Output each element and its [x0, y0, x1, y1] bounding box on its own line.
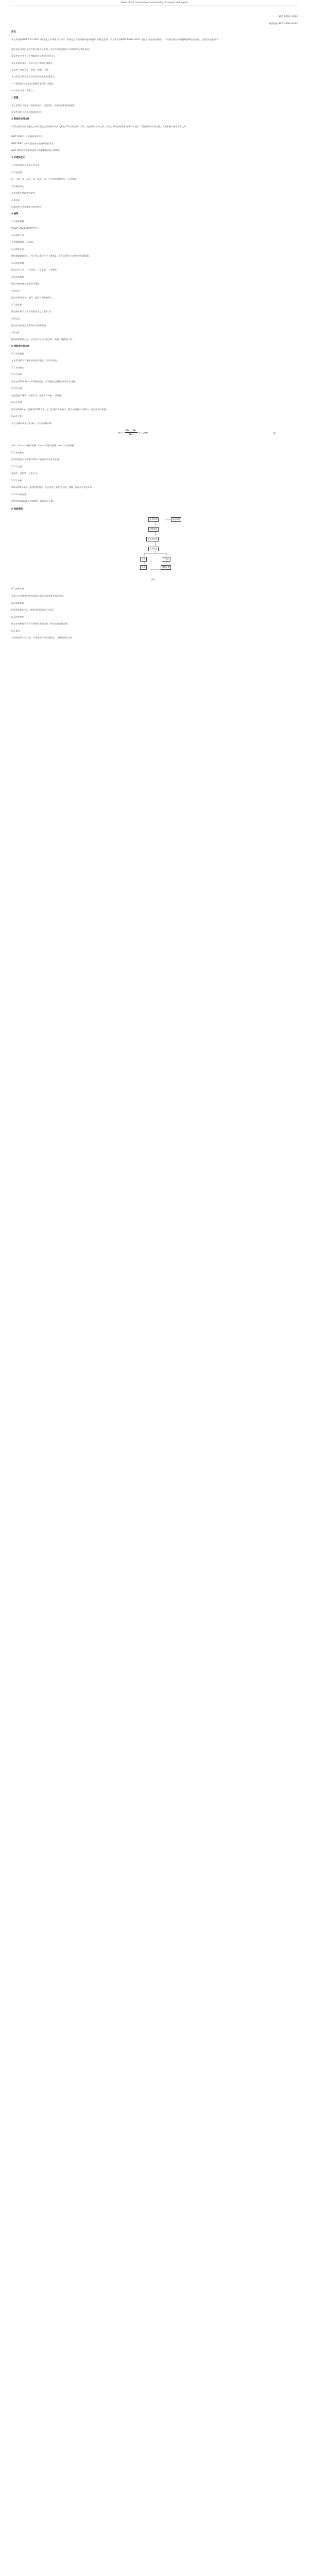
paragraph: 4.6 标识 — [11, 290, 20, 292]
flow-node-notice: 通知处置 — [161, 565, 171, 570]
paragraph: 水分含量以质量分数 w计，按公式(1)计算： — [11, 422, 54, 425]
paragraph: 由抽样单元中抽取的代表性物料。 — [11, 206, 44, 208]
paragraph: 电热恒温干燥箱、分析天平（感量0.1 mg）、干燥器。 — [11, 394, 63, 397]
section-heading: 前言 — [11, 31, 16, 33]
paragraph: 5.3.1 仪器 — [11, 465, 22, 468]
paragraph: 本文件起草单位：中华人民共和国上海海关。 — [11, 62, 55, 64]
paragraph: 4.2 抽样工具 — [11, 234, 24, 236]
section-heading: 2 规范性引用文件 — [11, 118, 30, 121]
paragraph: 试样经炭化后于(550±25) ℃高温炉中灰化至恒重。 — [11, 458, 62, 461]
paragraph: 样品分为三份：一份检验、一份复验、一份备查。 — [11, 268, 59, 271]
paragraph: 4.9 文件 — [11, 331, 20, 334]
formula-1-fraction — [125, 429, 138, 437]
paragraph: 测定结果按GB/T 8170修约，保留两位小数。 — [11, 500, 55, 502]
paragraph: 从检验批中抽取的包装件。 — [11, 192, 38, 194]
paragraph: 6.4 复验 — [11, 630, 20, 632]
paragraph: 本文件规定了进出口商品的抽样、检验项目、检验方法和检验规则。 — [11, 104, 76, 107]
paragraph: 5.3.3 结果表述 — [11, 493, 26, 496]
section-heading: 6 检验流程 — [11, 508, 23, 511]
paragraph: 5.1 外观检验 — [11, 352, 24, 355]
paragraph: 6.2 抽样检验 — [11, 602, 24, 604]
standard-code: SN/T XXXX—2023 — [278, 15, 298, 18]
paragraph: 3.3 样品 — [11, 199, 20, 201]
paragraph: 请注意本文件的某些内容可能涉及专利。本文件的发布机构不承担识别专利的责任。 — [11, 48, 91, 50]
paragraph: 同一合同、同一品名、同一规格、同一生产批次的商品为一个检验批。 — [11, 178, 78, 180]
paragraph: 3.2 抽样单元 — [11, 185, 24, 188]
flow-node-cert: 出证 — [140, 565, 147, 570]
paragraph: 5.2.2 仪器 — [11, 387, 22, 389]
paragraph: 4.1 抽样数量 — [11, 220, 24, 223]
paragraph: 试样在(105±2) ℃下干燥至恒重，以干燥前后质量差计算水分含量。 — [11, 380, 78, 383]
paragraph: 样品各项指标均符合合同或标准规定的，判定该检验批合格。 — [11, 622, 70, 625]
paragraph: 本文件由中华人民共和国海关总署提出并归口。 — [11, 55, 57, 57]
paragraph: 按第4章抽取样品，按第5章进行各项目检验。 — [11, 608, 55, 611]
formula-1-numerator: m₁ − m₂ — [125, 429, 138, 433]
paragraph: GB/T 6682 分析实验室用水规格和试验方法 — [11, 142, 54, 145]
paragraph: 式中：m₁——干燥前质量；m₂——干燥后质量；m₀——试样质量。 — [11, 444, 77, 447]
standard-reference: 检验规程 SN/T 4469—XXXX — [269, 22, 298, 25]
formula-1 — [118, 429, 148, 437]
formula-1-suffix: × 100% — [138, 431, 149, 435]
paragraph: 5.2.3 步骤 — [11, 401, 22, 403]
flow-node-pass: 合格 — [140, 557, 147, 562]
paragraph: 本文件主要起草人：张伟、李明、王强。 — [11, 69, 50, 71]
formula-1-denominator: m₀ — [129, 433, 133, 436]
paragraph: 随机抽取抽样单元，每个单元取样不少于500 g，混合后按四分法缩分至所需数量。 — [11, 255, 91, 257]
figure-1-caption: 图1 — [151, 578, 155, 581]
paragraph: 4.7 保存期 — [11, 303, 22, 306]
flow-node-review: 单证审核 — [171, 517, 181, 522]
paragraph: 不锈钢取样器、样品袋。 — [11, 241, 36, 243]
paragraph: 样品应密封保存于阴凉干燥处。 — [11, 282, 42, 285]
paragraph: 4.4 样品处理 — [11, 262, 24, 264]
section-heading: 1 范围 — [11, 97, 19, 99]
paragraph: 申请人应在规定时限内向海关提交检验申请及相关单证。 — [11, 595, 65, 597]
paragraph: 下列术语和定义适用于本文件。 — [11, 164, 42, 166]
flow-node-sampling: 现场抽样 — [148, 527, 159, 532]
paragraph: 高温炉、瓷坩埚、分析天平。 — [11, 472, 40, 474]
paragraph: ——本次为第一次修订。 — [11, 89, 36, 92]
paragraph: 在自然光线下目测检验样品的颜色、性状和杂质。 — [11, 359, 59, 362]
paragraph: 本文件及其所代替文件的历次版本发布情况为： — [11, 75, 57, 78]
paragraph: 对检验结果有异议的，可用备查样品申请复验，以复验结果为准。 — [11, 636, 74, 639]
paragraph: 样品保存期为自出具检验证书之日起6个月。 — [11, 310, 54, 313]
section-heading: 4 抽样 — [11, 213, 19, 215]
paragraph: 5.3 灰分测定 — [11, 451, 24, 454]
section-heading: 5 检验项目及方法 — [11, 345, 30, 348]
paragraph: 随样品附抽样记录，记录内容包括样品名称、数量、抽样地点等。 — [11, 338, 74, 341]
paragraph: 称取试样约3 g于已恒重的坩埚中，先在电炉上炭化至无烟，再置于高温炉中灰化4 h。 — [11, 486, 94, 488]
paragraph: 4.5 样品保存 — [11, 276, 24, 278]
paragraph: 本文件适用于进出口商品的检验。 — [11, 111, 44, 113]
paragraph: 按GB/T 2828.1的规定执行。 — [11, 227, 40, 229]
paragraph: 5.2 水分测定 — [11, 366, 24, 369]
paragraph: GB/T 8170 数值修约规则与极限数值的表示和判定 — [11, 149, 60, 151]
paragraph: 5.2.1 原理 — [11, 373, 22, 376]
paragraph: 4.3 抽样方法 — [11, 248, 24, 250]
paragraph: GB/T 2828.1 计数抽样检验程序 — [11, 135, 43, 138]
paragraph: 样品应标明品名、批号、抽样日期和抽样人。 — [11, 296, 55, 299]
flow-node-fail: 不合格 — [162, 557, 170, 562]
flow-node-judge: 结果判定 — [148, 547, 159, 551]
paragraph: 下列文件中的内容通过文中的规范性引用而构成本文件必不可少的条款。其中，注日期的引用文件，仅该日期对应的版本适用于本文件；不注日期的引用文件，其最新版本适用于本文件。 — [11, 125, 188, 128]
paragraph: 4.8 运送 — [11, 317, 20, 320]
paragraph: 6.3 结果判定 — [11, 616, 24, 618]
formula-1-number: (1) — [273, 432, 276, 434]
paragraph: 6.1 检验申请 — [11, 587, 24, 590]
paragraph: 本文件按照GB/T 1.1—2020《标准化工作导则 第1部分：标准化文件的结构和起草规则》的规定起草。本文件代替SN/T 4469—2016《进出口商品检验规程》，与其相比除结构调整和编辑性改动外，主要技术变化如下： — [11, 38, 221, 41]
section-heading: 3 术语和定义 — [11, 157, 25, 159]
flow-node-start: 检验申请 — [148, 517, 159, 522]
flow-node-lab: 实验室检测 — [146, 537, 159, 541]
paragraph: 3.1 检验批 — [11, 171, 22, 174]
paragraph: ——2016年首次发布为SN/T 4469—2016； — [11, 82, 55, 85]
paragraph: 样品应在运送过程中防止污染和变质。 — [11, 324, 48, 327]
paragraph: 5.2.4 计算 — [11, 415, 22, 417]
running-header: Rules of the inspection of commodity for import and export — [121, 2, 188, 4]
paragraph: 5.3.2 步骤 — [11, 479, 22, 482]
paragraph: 称取试样约2 g（精确至0.000 1 g）于已恒重的称量瓶中，置于干燥箱中干燥2 h，取出冷却后称量。 — [11, 408, 109, 411]
formula-1-lhs: w = — [118, 431, 125, 435]
